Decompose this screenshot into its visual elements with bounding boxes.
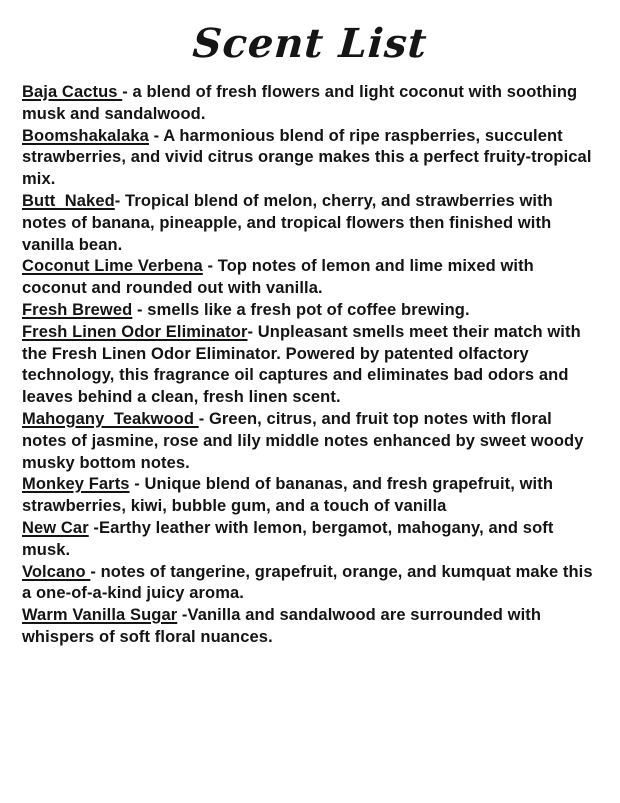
- scent-list: [0, 82, 620, 649]
- scent-description: - notes of tangerine, grapefruit, orange, and kumquat make this a one-of-a-kind juicy aroma.: [22, 562, 598, 603]
- scent-description: - a blend of fresh flowers and light coconut with soothing musk and sandalwood.: [22, 83, 582, 123]
- scent-description: - Top notes of lemon and lime mixed with coconut and rounded out with vanilla.: [22, 257, 539, 298]
- scent-description: - Unique blend of bananas, and fresh grapefruit, with strawberries, kiwi, bubble gum, and a touch of vanilla: [22, 475, 558, 516]
- scent-entry-butt-naked: [22, 191, 596, 256]
- scent-name: Fresh Brewed: [22, 300, 133, 319]
- scent-entry-mahogany-teakwood: [22, 409, 596, 474]
- scent-name: New Car: [22, 518, 89, 537]
- scent-name: Baja Cactus: [22, 83, 123, 101]
- scent-name: Fresh Linen Odor Eliminator: [22, 322, 248, 341]
- scent-name: Coconut Lime Verbena: [22, 257, 203, 276]
- scent-description: - Green, citrus, and fruit top notes with floral notes of jasmine, rose and lily middle notes enhanced by sweet woody musky bottom notes.: [22, 409, 589, 472]
- scent-entry-fresh-linen-odor-eliminator: [22, 322, 596, 409]
- scent-entry-fresh-brewed: [22, 300, 596, 322]
- scent-name: Boomshakalaka: [22, 126, 149, 145]
- scent-entry-monkey-farts: [22, 474, 596, 518]
- scent-entry-baja-cactus: [22, 82, 596, 126]
- scent-description: - A harmonious blend of ripe raspberries, succulent strawberries, and vivid citrus orange makes this a perfect fruity-tropical mix.: [22, 126, 597, 189]
- scent-description: -Earthy leather with lemon, bergamot, mahogany, and soft musk.: [22, 518, 559, 559]
- scent-name: Monkey Farts: [22, 475, 130, 494]
- scent-description: - smells like a fresh pot of coffee brewing.: [132, 300, 470, 319]
- scent-name: Butt Naked: [22, 191, 115, 210]
- scent-name: Volcano: [22, 562, 91, 581]
- scent-name: Mahogany Teakwood: [22, 409, 199, 428]
- scent-entry-new-car: [22, 518, 596, 562]
- scent-description: -Vanilla and sandalwood are surrounded with whispers of soft floral nuances.: [22, 606, 546, 646]
- scent-entry-boomshakalaka: [22, 126, 596, 191]
- scent-entry-coconut-lime-verbena: [22, 256, 596, 300]
- page-title: Scent List: [191, 20, 429, 67]
- scent-name: Warm Vanilla Sugar: [22, 606, 178, 625]
- scent-description: - Tropical blend of melon, cherry, and strawberries with notes of banana, pineapple, and tropical flowers then finished with vanilla bean.: [22, 191, 558, 254]
- scent-description: - Unpleasant smells meet their match with the Fresh Linen Odor Eliminator. Powered by patented olfactory technology, this fragrance oil captures and eliminates bad odors and leaves behind a clean, fresh linen scent.: [22, 322, 586, 407]
- scent-entry-warm-vanilla-sugar: [22, 605, 596, 649]
- scent-entry-volcano: [22, 562, 596, 606]
